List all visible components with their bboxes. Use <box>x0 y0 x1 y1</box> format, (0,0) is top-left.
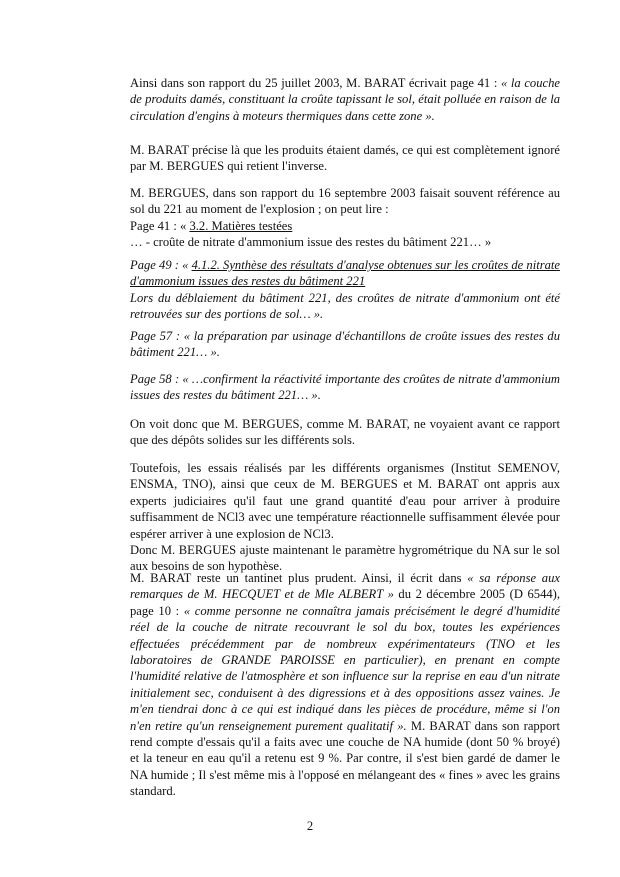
text: M. BARAT dans son rapport rend compte d'essais qu'il a faits avec une couche de NA humide (dont 50 % broyé) et la teneur en eau qu'il a retenu est 9 %. Par contre, il s'est bien gardé de damer le NA humide ; Il s'est même mis à l'opposé en mélangeant des « fines » avec les grains standard. <box>130 718 560 799</box>
paragraph-barat-precise <box>130 142 560 175</box>
paragraph-conclusion <box>130 416 560 449</box>
paragraph-barat-2003 <box>130 75 560 124</box>
text: Ainsi dans son rapport du 25 juillet 2003, M. BARAT écrivait page 41 : <box>130 76 501 90</box>
text: Page 41 : « <box>130 218 190 233</box>
paragraph-bergues-2003 <box>130 185 560 251</box>
text: On voit donc que M. BERGUES, comme M. BARAT, ne voyaient avant ce rapport que des dépôts solides sur les différents sols. <box>130 417 560 448</box>
text: du 2 décembre 2005 (D 6544), page 10 : <box>130 587 561 618</box>
text: Page 49 : « <box>130 258 192 272</box>
quote: « la couche de produits damés, constituant la croûte tapissant le sol, était polluée en raison de la circulation d'engins à moteurs thermiques dans cette zone ». <box>130 76 560 123</box>
section-heading: 4.1.2. Synthèse des résultats d'analyse obtenues sur les croûtes de nitrate d'ammonium issues des restes du bâtiment 221 <box>130 258 561 289</box>
text: M. BERGUES, dans son rapport du 16 septembre 2003 faisait souvent référence au sol du 221 au moment de l'explosion ; on peut lire : <box>130 186 560 217</box>
paragraph-page-58 <box>130 371 560 404</box>
quote: « comme personne ne connaîtra jamais précisément le degré d'humidité réel de la couche de nitrate recouvrant le sol du box, toutes les expériences effectuées précédemment par de nombreux expérimentateurs (TNO et les laboratoires de GRANDE PAROISSE en particulier), en prenant en compte l'humidité relative de l'atmosphère et son influence sur la reprise en eau d'un nitrate initialement sec, conduisent à des digressions et à des oppositions assez vaines. Je m'en tiendrai donc à ce qui est indiqué dans les pièces de procédure, même si l'on n'en retire qu'un renseignement purement qualitatif ». <box>130 603 561 733</box>
paragraph-page-49 <box>130 257 560 323</box>
quote: Page 58 : « …confirment la réactivité importante des croûtes de nitrate d'ammonium issues des restes du bâtiment 221… ». <box>130 372 560 403</box>
text: Toutefois, les essais réalisés par les différents organismes (Institut SEMENOV, ENSMA, TNO), ainsi que ceux de M. BERGUES et M. BARAT ont appris aux experts judiciaires qu'il faut une grand quantité d'eau pour arriver à produire suffisamment de NCl3 avec une température réactionnelle suffisamment élevée pour espérer arriver à une explosion de NCl3. <box>130 461 560 541</box>
paragraph-page-57 <box>130 328 560 361</box>
quote: Page 57 : « la préparation par usinage d'échantillons de croûte issues des restes du bâtiment 221… ». <box>130 329 560 360</box>
text: M. BARAT reste un tantinet plus prudent. Ainsi, il écrit dans <box>130 571 468 585</box>
paragraph-barat-prudent <box>130 570 560 800</box>
section-heading: 3.2. Matières testées <box>189 218 293 233</box>
text: … - croûte de nitrate d'ammonium issue des restes du bâtiment 221… » <box>130 235 492 250</box>
text: M. BARAT précise là que les produits étaient damés, ce qui est complètement ignoré par M. BERGUES qui retient l'inverse. <box>130 143 560 174</box>
document-title: « sa réponse aux remarques de M. HECQUET et de Mle ALBERT » <box>130 571 560 602</box>
page-number: 2 <box>306 819 314 833</box>
quote: Lors du déblaiement du bâtiment 221, des croûtes de nitrate d'ammonium ont été retrouvées sur des portions de sol… ». <box>130 290 560 322</box>
paragraph-toutefois <box>130 460 560 575</box>
text: Donc M. BERGUES ajuste maintenant le paramètre hygrométrique du NA sur le sol aux besoins de son hypothèse. <box>130 543 560 574</box>
